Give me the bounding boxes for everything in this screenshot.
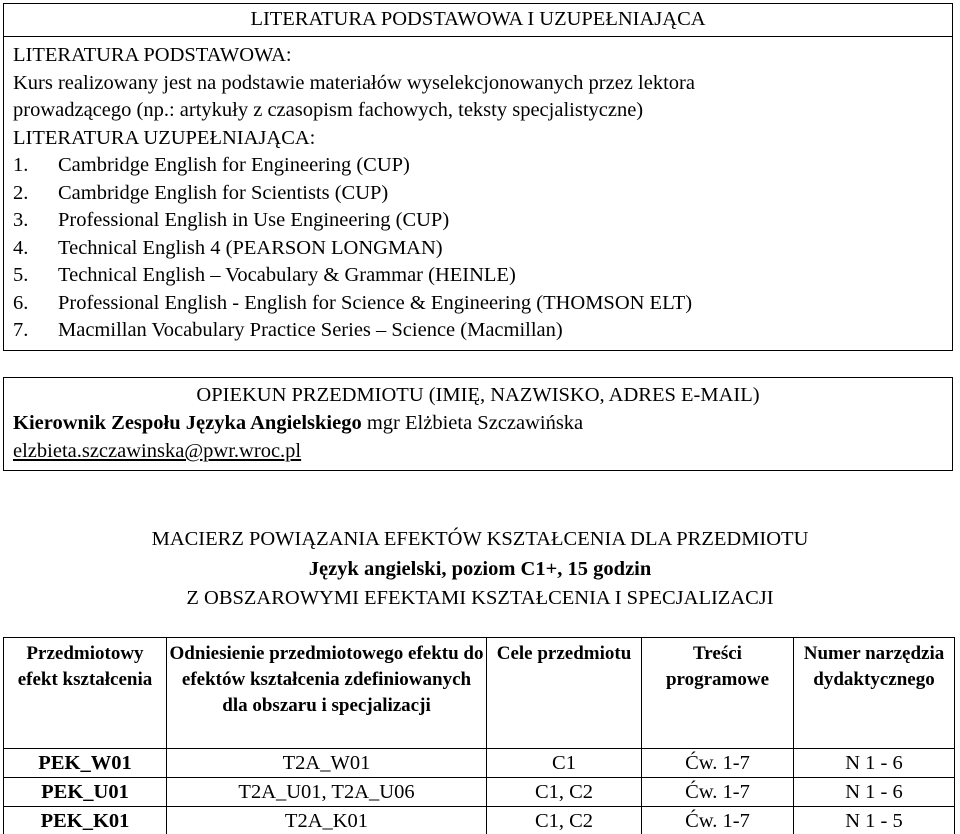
supervisor-email-line <box>13 438 952 466</box>
header-content: Treści programowe <box>642 638 794 749</box>
basic-literature-text-1: Kurs realizowany jest na podstawie materiałów wyselekcjonowanych przez lektora <box>13 71 695 94</box>
header-reference: Odniesienie przedmiotowego efektu do efektów kształcenia zdefiniowanych dla obszaru i specjalizacji <box>167 638 487 749</box>
cell-tool: N 1 - 6 <box>794 778 955 807</box>
cell-content: Ćw. 1-7 <box>642 749 794 778</box>
table-row <box>4 778 955 807</box>
supervisor-email-link[interactable]: elzbieta.szczawinska@pwr.wroc.pl <box>13 440 302 462</box>
literature-body <box>4 37 952 345</box>
basic-literature-heading: LITERATURA PODSTAWOWA: <box>13 44 292 66</box>
matrix-title <box>0 525 960 614</box>
supervisor-line <box>13 410 952 438</box>
supervisor-name: mgr Elżbieta Szczawińska <box>366 412 584 434</box>
table-row <box>4 807 955 834</box>
supplementary-literature-heading: LITERATURA UZUPEŁNIAJĄCA: <box>13 126 316 149</box>
matrix-title-line-3: Z OBSZAROWYMI EFEKTAMI KSZTAŁCENIA I SPECJALIZACJI <box>186 587 774 609</box>
matrix-title-line-2: Język angielski, poziom C1+, 15 godzin <box>308 557 652 580</box>
table-row <box>4 749 955 778</box>
matrix-title-line-1: MACIERZ POWIĄZANIA EFEKTÓW KSZTAŁCENIA DLA PRZEDMIOTU <box>151 528 809 550</box>
list-item: 4. Technical English 4 (PEARSON LONGMAN) <box>13 236 443 259</box>
literature-header: LITERATURA PODSTAWOWA I UZUPEŁNIAJĄCA <box>4 4 952 37</box>
supervisor-box <box>3 377 953 471</box>
header-learning-outcome: Przedmiotowy efekt kształcenia <box>4 638 167 749</box>
cell-goals: C1 <box>487 749 642 778</box>
basic-literature-text-2: prowadzącego (np.: artykuły z czasopism fachowych, teksty specjalistyczne) <box>13 99 644 121</box>
cell-goals: C1, C2 <box>487 807 642 834</box>
list-item: 1. Cambridge English for Engineering (CUP) <box>13 154 410 176</box>
header-tool-number: Numer narzędzia dydaktycznego <box>794 638 955 749</box>
list-item: 7. Macmillan Vocabulary Practice Series – Science (Macmillan) <box>13 319 563 341</box>
list-item: 3. Professional English in Use Engineering (CUP) <box>13 209 450 231</box>
cell-outcome: PEK_W01 <box>4 749 167 778</box>
cell-content: Ćw. 1-7 <box>642 807 794 834</box>
list-item: 6. Professional English - English for Science & Engineering (THOMSON ELT) <box>13 291 693 314</box>
matrix-table <box>3 637 955 834</box>
header-goals: Cele przedmiotu <box>487 638 642 749</box>
cell-outcome: PEK_K01 <box>4 807 167 834</box>
cell-outcome: PEK_U01 <box>4 778 167 807</box>
supplementary-literature-list <box>13 152 952 345</box>
cell-reference: T2A_K01 <box>167 807 487 834</box>
supervisor-role: Kierownik Zespołu Języka Angielskiego <box>13 412 362 434</box>
list-item: 2. Cambridge English for Scientists (CUP) <box>13 181 389 204</box>
supervisor-heading: OPIEKUN PRZEDMIOTU (IMIĘ, NAZWISKO, ADRES E-MAIL) <box>196 384 760 406</box>
table-header-row <box>4 638 955 749</box>
literature-box <box>3 3 953 351</box>
cell-goals: C1, C2 <box>487 778 642 807</box>
list-item: 5. Technical English – Vocabulary & Grammar (HEINLE) <box>13 264 516 286</box>
cell-tool: N 1 - 5 <box>794 807 955 834</box>
cell-reference: T2A_W01 <box>167 749 487 778</box>
cell-reference: T2A_U01, T2A_U06 <box>167 778 487 807</box>
cell-tool: N 1 - 6 <box>794 749 955 778</box>
cell-content: Ćw. 1-7 <box>642 778 794 807</box>
